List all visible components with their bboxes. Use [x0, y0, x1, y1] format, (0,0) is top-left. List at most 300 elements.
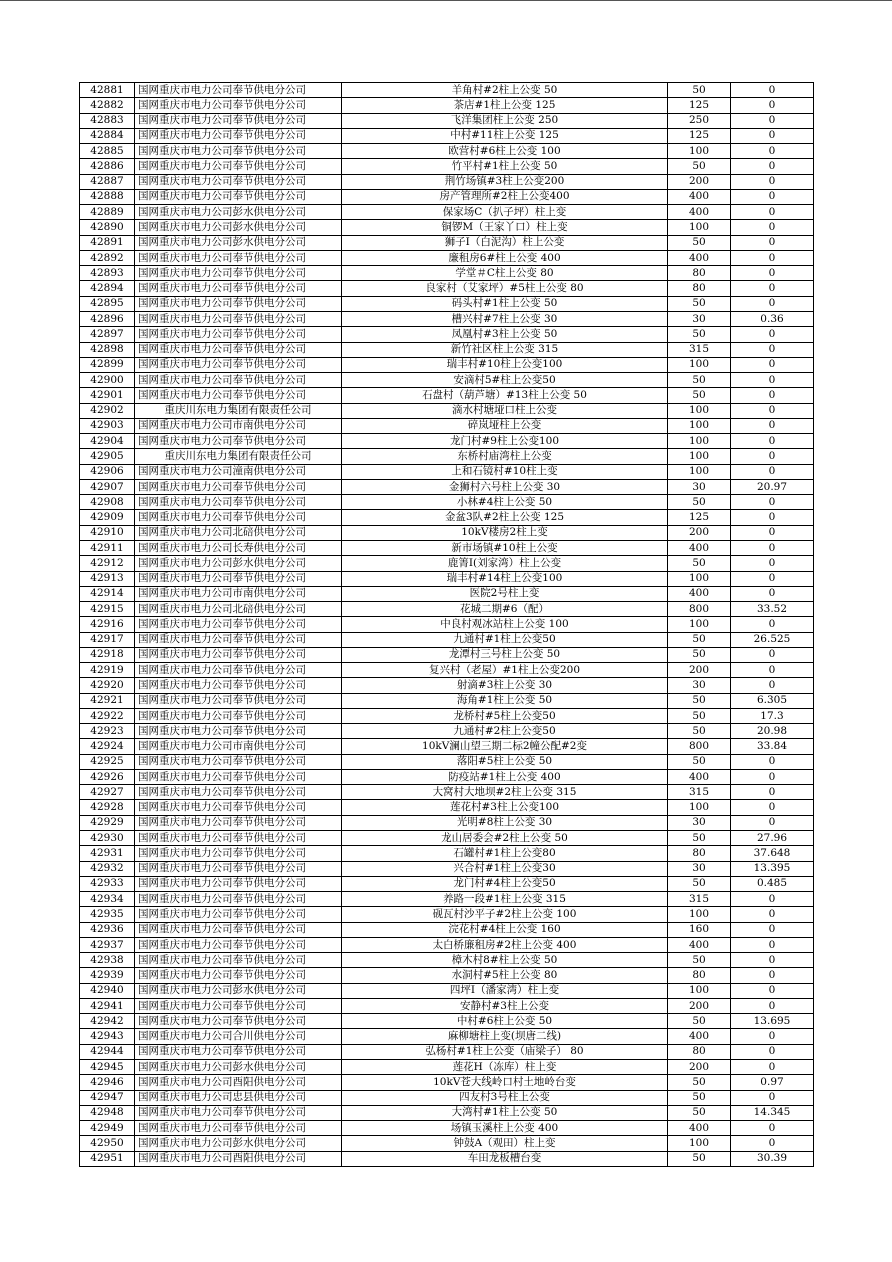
value-cell: 0: [731, 128, 814, 143]
company-cell: 国网重庆市电力公司奉节供电分公司: [135, 342, 342, 357]
row-id-cell: 42951: [80, 1151, 135, 1166]
transformer-name-cell: 学堂＃C柱上公变 80: [342, 266, 668, 281]
transformer-name-cell: 保家场C（扒子坪）柱上变: [342, 205, 668, 220]
transformer-name-cell: 10kV澜山望三期二标2幢公配#2变: [342, 739, 668, 754]
capacity-cell: 400: [668, 540, 731, 555]
row-id-cell: 42913: [80, 571, 135, 586]
capacity-cell: 50: [668, 388, 731, 403]
company-cell: 国网重庆市电力公司奉节供电分公司: [135, 724, 342, 739]
value-cell: 0: [731, 525, 814, 540]
row-id-cell: 42918: [80, 647, 135, 662]
capacity-cell: 400: [668, 1029, 731, 1044]
company-cell: 国网重庆市电力公司奉节供电分公司: [135, 128, 342, 143]
row-id-cell: 42941: [80, 998, 135, 1013]
company-cell: 国网重庆市电力公司彭水供电分公司: [135, 983, 342, 998]
transformer-name-cell: 瑞丰村#14柱上公变100: [342, 571, 668, 586]
table-row: [80, 876, 814, 891]
transformer-name-cell: 荆竹场镇#3柱上公变200: [342, 174, 668, 189]
capacity-cell: 50: [668, 708, 731, 723]
value-cell: 33.84: [731, 739, 814, 754]
transformer-name-cell: 铜锣M（王家丫口）柱上变: [342, 220, 668, 235]
row-id-cell: 42908: [80, 495, 135, 510]
table-row: [80, 388, 814, 403]
row-id-cell: 42947: [80, 1090, 135, 1105]
company-cell: 国网重庆市电力公司奉节供电分公司: [135, 357, 342, 372]
table-row: [80, 357, 814, 372]
row-id-cell: 42886: [80, 159, 135, 174]
transformer-name-cell: 新竹社区柱上公变 315: [342, 342, 668, 357]
transformer-name-cell: 欧营村#6柱上公变 100: [342, 144, 668, 159]
capacity-cell: 400: [668, 205, 731, 220]
capacity-cell: 50: [668, 373, 731, 388]
capacity-cell: 50: [668, 1105, 731, 1120]
row-id-cell: 42928: [80, 800, 135, 815]
value-cell: 0: [731, 205, 814, 220]
transformer-table: [79, 82, 814, 1167]
value-cell: 0: [731, 418, 814, 433]
row-id-cell: 42931: [80, 846, 135, 861]
company-cell: 国网重庆市电力公司市南供电分公司: [135, 418, 342, 433]
value-cell: 0: [731, 388, 814, 403]
row-id-cell: 42929: [80, 815, 135, 830]
transformer-name-cell: 良家村（艾家坪）#5柱上公变 80: [342, 281, 668, 296]
transformer-name-cell: 金盆3队#2柱上公变 125: [342, 510, 668, 525]
table-row: [80, 98, 814, 113]
row-id-cell: 42887: [80, 174, 135, 189]
company-cell: 国网重庆市电力公司奉节供电分公司: [135, 861, 342, 876]
table-row: [80, 434, 814, 449]
company-cell: 国网重庆市电力公司奉节供电分公司: [135, 922, 342, 937]
transformer-name-cell: 竹平村#1柱上公变 50: [342, 159, 668, 174]
company-cell: 国网重庆市电力公司彭水供电分公司: [135, 235, 342, 250]
company-cell: 国网重庆市电力公司忠县供电分公司: [135, 1090, 342, 1105]
row-id-cell: 42936: [80, 922, 135, 937]
transformer-name-cell: 房产管理所#2柱上公变400: [342, 189, 668, 204]
transformer-name-cell: 中良村观冰站柱上公变 100: [342, 617, 668, 632]
table-row: [80, 418, 814, 433]
row-id-cell: 42907: [80, 479, 135, 494]
transformer-name-cell: 麻柳塘柱上变(坝唐二线): [342, 1029, 668, 1044]
company-cell: 国网重庆市电力公司彭水供电分公司: [135, 1136, 342, 1151]
value-cell: 0: [731, 968, 814, 983]
transformer-name-cell: 中村#11柱上公变 125: [342, 128, 668, 143]
capacity-cell: 50: [668, 495, 731, 510]
table-row: [80, 525, 814, 540]
company-cell: 国网重庆市电力公司奉节供电分公司: [135, 998, 342, 1013]
transformer-name-cell: 浣花村#4柱上公变 160: [342, 922, 668, 937]
value-cell: 0: [731, 937, 814, 952]
capacity-cell: 100: [668, 983, 731, 998]
value-cell: 0: [731, 281, 814, 296]
company-cell: 国网重庆市电力公司奉节供电分公司: [135, 510, 342, 525]
value-cell: 37.648: [731, 846, 814, 861]
company-cell: 国网重庆市电力公司奉节供电分公司: [135, 754, 342, 769]
company-cell: 国网重庆市电力公司奉节供电分公司: [135, 968, 342, 983]
row-id-cell: 42921: [80, 693, 135, 708]
value-cell: 0: [731, 98, 814, 113]
table-row: [80, 128, 814, 143]
company-cell: 国网重庆市电力公司奉节供电分公司: [135, 693, 342, 708]
table-row: [80, 1075, 814, 1090]
table-body: [80, 83, 814, 1167]
row-id-cell: 42882: [80, 98, 135, 113]
company-cell: 国网重庆市电力公司长寿供电分公司: [135, 540, 342, 555]
row-id-cell: 42933: [80, 876, 135, 891]
row-id-cell: 42888: [80, 189, 135, 204]
table-row: [80, 83, 814, 98]
capacity-cell: 50: [668, 953, 731, 968]
table-row: [80, 953, 814, 968]
transformer-name-cell: 瑞丰村#10柱上公变100: [342, 357, 668, 372]
row-id-cell: 42884: [80, 128, 135, 143]
capacity-cell: 80: [668, 1044, 731, 1059]
table-row: [80, 311, 814, 326]
row-id-cell: 42939: [80, 968, 135, 983]
table-row: [80, 174, 814, 189]
row-id-cell: 42914: [80, 586, 135, 601]
capacity-cell: 50: [668, 296, 731, 311]
company-cell: 国网重庆市电力公司奉节供电分公司: [135, 800, 342, 815]
table-row: [80, 495, 814, 510]
table-row: [80, 571, 814, 586]
company-cell: 国网重庆市电力公司奉节供电分公司: [135, 892, 342, 907]
value-cell: 0: [731, 159, 814, 174]
company-cell: 国网重庆市电力公司奉节供电分公司: [135, 647, 342, 662]
row-id-cell: 42930: [80, 831, 135, 846]
value-cell: 0.97: [731, 1075, 814, 1090]
table-row: [80, 724, 814, 739]
row-id-cell: 42935: [80, 907, 135, 922]
capacity-cell: 125: [668, 128, 731, 143]
company-cell: 重庆川东电力集团有限责任公司: [135, 403, 342, 418]
value-cell: 0: [731, 678, 814, 693]
table-row: [80, 846, 814, 861]
capacity-cell: 80: [668, 968, 731, 983]
capacity-cell: 200: [668, 663, 731, 678]
transformer-name-cell: 海角#1柱上公变 50: [342, 693, 668, 708]
transformer-name-cell: 樟木村8#柱上公变 50: [342, 953, 668, 968]
transformer-name-cell: 石罐村#1柱上公变80: [342, 846, 668, 861]
transformer-name-cell: 四坪I（潘家湾）柱上变: [342, 983, 668, 998]
capacity-cell: 50: [668, 1151, 731, 1166]
row-id-cell: 42923: [80, 724, 135, 739]
value-cell: 0: [731, 754, 814, 769]
transformer-name-cell: 中村#6柱上公变 50: [342, 1014, 668, 1029]
row-id-cell: 42925: [80, 754, 135, 769]
value-cell: 27.96: [731, 831, 814, 846]
table-row: [80, 1060, 814, 1075]
company-cell: 国网重庆市电力公司奉节供电分公司: [135, 571, 342, 586]
transformer-name-cell: 砚瓦村沙平子#2柱上公变 100: [342, 907, 668, 922]
transformer-name-cell: 新市场镇#10柱上公变: [342, 540, 668, 555]
value-cell: 0: [731, 556, 814, 571]
capacity-cell: 50: [668, 754, 731, 769]
value-cell: 0: [731, 1044, 814, 1059]
table-row: [80, 602, 814, 617]
value-cell: 0: [731, 434, 814, 449]
capacity-cell: 200: [668, 1060, 731, 1075]
table-row: [80, 281, 814, 296]
value-cell: 0: [731, 357, 814, 372]
value-cell: 0: [731, 510, 814, 525]
value-cell: 0: [731, 540, 814, 555]
table-row: [80, 296, 814, 311]
table-row: [80, 159, 814, 174]
table-row: [80, 266, 814, 281]
company-cell: 国网重庆市电力公司潼南供电分公司: [135, 464, 342, 479]
capacity-cell: 30: [668, 861, 731, 876]
row-id-cell: 42945: [80, 1060, 135, 1075]
value-cell: 0: [731, 953, 814, 968]
table-row: [80, 220, 814, 235]
company-cell: 国网重庆市电力公司奉节供电分公司: [135, 479, 342, 494]
capacity-cell: 200: [668, 525, 731, 540]
value-cell: 0: [731, 769, 814, 784]
company-cell: 国网重庆市电力公司奉节供电分公司: [135, 678, 342, 693]
table-row: [80, 144, 814, 159]
capacity-cell: 50: [668, 693, 731, 708]
company-cell: 国网重庆市电力公司奉节供电分公司: [135, 876, 342, 891]
company-cell: 国网重庆市电力公司奉节供电分公司: [135, 98, 342, 113]
company-cell: 国网重庆市电力公司奉节供电分公司: [135, 1105, 342, 1120]
capacity-cell: 100: [668, 434, 731, 449]
company-cell: 国网重庆市电力公司奉节供电分公司: [135, 953, 342, 968]
table-row: [80, 1105, 814, 1120]
company-cell: 国网重庆市电力公司奉节供电分公司: [135, 1121, 342, 1136]
company-cell: 国网重庆市电力公司奉节供电分公司: [135, 388, 342, 403]
capacity-cell: 100: [668, 907, 731, 922]
company-cell: 国网重庆市电力公司奉节供电分公司: [135, 174, 342, 189]
table-row: [80, 1029, 814, 1044]
capacity-cell: 50: [668, 83, 731, 98]
capacity-cell: 80: [668, 266, 731, 281]
table-row: [80, 739, 814, 754]
row-id-cell: 42900: [80, 373, 135, 388]
table-row: [80, 907, 814, 922]
transformer-name-cell: 射滴#3柱上公变 30: [342, 678, 668, 693]
value-cell: 13.695: [731, 1014, 814, 1029]
row-id-cell: 42901: [80, 388, 135, 403]
transformer-name-cell: 车田龙板槽台变: [342, 1151, 668, 1166]
row-id-cell: 42904: [80, 434, 135, 449]
table-row: [80, 327, 814, 342]
capacity-cell: 100: [668, 220, 731, 235]
company-cell: 国网重庆市电力公司奉节供电分公司: [135, 937, 342, 952]
row-id-cell: 42905: [80, 449, 135, 464]
company-cell: 国网重庆市电力公司奉节供电分公司: [135, 1044, 342, 1059]
transformer-name-cell: 防疫站#1柱上公变 400: [342, 769, 668, 784]
value-cell: 0: [731, 296, 814, 311]
value-cell: 0: [731, 998, 814, 1013]
capacity-cell: 250: [668, 113, 731, 128]
company-cell: 国网重庆市电力公司奉节供电分公司: [135, 617, 342, 632]
row-id-cell: 42920: [80, 678, 135, 693]
table-row: [80, 693, 814, 708]
row-id-cell: 42922: [80, 708, 135, 723]
company-cell: 国网重庆市电力公司奉节供电分公司: [135, 327, 342, 342]
company-cell: 国网重庆市电力公司奉节供电分公司: [135, 250, 342, 265]
table-row: [80, 861, 814, 876]
transformer-name-cell: 碎岚垭柱上公变: [342, 418, 668, 433]
transformer-name-cell: 龙门村#9柱上公变100: [342, 434, 668, 449]
value-cell: 33.52: [731, 602, 814, 617]
value-cell: 14.345: [731, 1105, 814, 1120]
transformer-name-cell: 龙门村#4柱上公变50: [342, 876, 668, 891]
company-cell: 国网重庆市电力公司奉节供电分公司: [135, 1014, 342, 1029]
value-cell: 0: [731, 907, 814, 922]
company-cell: 国网重庆市电力公司市南供电分公司: [135, 739, 342, 754]
table-row: [80, 892, 814, 907]
capacity-cell: 100: [668, 800, 731, 815]
table-row: [80, 556, 814, 571]
company-cell: 国网重庆市电力公司奉节供电分公司: [135, 769, 342, 784]
capacity-cell: 400: [668, 586, 731, 601]
value-cell: 0: [731, 663, 814, 678]
capacity-cell: 400: [668, 1121, 731, 1136]
row-id-cell: 42893: [80, 266, 135, 281]
transformer-name-cell: 龙潭村三号柱上公变 50: [342, 647, 668, 662]
value-cell: 0: [731, 83, 814, 98]
transformer-name-cell: 龙山居委会#2柱上公变 50: [342, 831, 668, 846]
row-id-cell: 42924: [80, 739, 135, 754]
company-cell: 国网重庆市电力公司奉节供电分公司: [135, 144, 342, 159]
row-id-cell: 42892: [80, 250, 135, 265]
table-row: [80, 540, 814, 555]
transformer-name-cell: 场镇玉溪柱上公变 400: [342, 1121, 668, 1136]
transformer-name-cell: 小林#4柱上公变 50: [342, 495, 668, 510]
value-cell: 0: [731, 449, 814, 464]
value-cell: 0: [731, 1029, 814, 1044]
capacity-cell: 50: [668, 159, 731, 174]
row-id-cell: 42896: [80, 311, 135, 326]
row-id-cell: 42902: [80, 403, 135, 418]
table-row: [80, 968, 814, 983]
value-cell: 20.97: [731, 479, 814, 494]
company-cell: 重庆川东电力集团有限责任公司: [135, 449, 342, 464]
transformer-name-cell: 龙桥村#5柱上公变50: [342, 708, 668, 723]
company-cell: 国网重庆市电力公司彭水供电分公司: [135, 1060, 342, 1075]
value-cell: 0: [731, 983, 814, 998]
transformer-name-cell: 上和石镜村#10柱上变: [342, 464, 668, 479]
capacity-cell: 80: [668, 281, 731, 296]
capacity-cell: 100: [668, 571, 731, 586]
row-id-cell: 42942: [80, 1014, 135, 1029]
table-row: [80, 1121, 814, 1136]
row-id-cell: 42885: [80, 144, 135, 159]
value-cell: 0: [731, 1121, 814, 1136]
table-row: [80, 1151, 814, 1166]
table-row: [80, 250, 814, 265]
transformer-name-cell: 廉租房6#柱上公变 400: [342, 250, 668, 265]
table-row: [80, 449, 814, 464]
value-cell: 26.525: [731, 632, 814, 647]
row-id-cell: 42891: [80, 235, 135, 250]
row-id-cell: 42911: [80, 540, 135, 555]
row-id-cell: 42898: [80, 342, 135, 357]
row-id-cell: 42919: [80, 663, 135, 678]
value-cell: 0: [731, 235, 814, 250]
row-id-cell: 42927: [80, 785, 135, 800]
transformer-name-cell: 鹿箐I(刘家湾）柱上公变: [342, 556, 668, 571]
row-id-cell: 42950: [80, 1136, 135, 1151]
capacity-cell: 315: [668, 342, 731, 357]
company-cell: 国网重庆市电力公司酉阳供电分公司: [135, 1075, 342, 1090]
value-cell: 6.305: [731, 693, 814, 708]
table-row: [80, 189, 814, 204]
capacity-cell: 100: [668, 464, 731, 479]
table-row: [80, 464, 814, 479]
company-cell: 国网重庆市电力公司市南供电分公司: [135, 586, 342, 601]
value-cell: 0: [731, 571, 814, 586]
capacity-cell: 50: [668, 876, 731, 891]
value-cell: 0: [731, 464, 814, 479]
capacity-cell: 200: [668, 998, 731, 1013]
table-row: [80, 617, 814, 632]
capacity-cell: 30: [668, 678, 731, 693]
value-cell: 0: [731, 220, 814, 235]
company-cell: 国网重庆市电力公司彭水供电分公司: [135, 220, 342, 235]
capacity-cell: 400: [668, 250, 731, 265]
company-cell: 国网重庆市电力公司奉节供电分公司: [135, 373, 342, 388]
capacity-cell: 50: [668, 1014, 731, 1029]
row-id-cell: 42937: [80, 937, 135, 952]
transformer-name-cell: 凤凰村#3柱上公变 50: [342, 327, 668, 342]
table-row: [80, 769, 814, 784]
value-cell: 0: [731, 800, 814, 815]
capacity-cell: 200: [668, 174, 731, 189]
value-cell: 0: [731, 373, 814, 388]
transformer-name-cell: 莲花村#3柱上公变100: [342, 800, 668, 815]
company-cell: 国网重庆市电力公司北碚供电分公司: [135, 525, 342, 540]
value-cell: 0: [731, 403, 814, 418]
capacity-cell: 30: [668, 479, 731, 494]
company-cell: 国网重庆市电力公司北碚供电分公司: [135, 602, 342, 617]
company-cell: 国网重庆市电力公司奉节供电分公司: [135, 113, 342, 128]
table-row: [80, 586, 814, 601]
company-cell: 国网重庆市电力公司奉节供电分公司: [135, 83, 342, 98]
company-cell: 国网重庆市电力公司奉节供电分公司: [135, 281, 342, 296]
transformer-name-cell: 医院2号柱上变: [342, 586, 668, 601]
transformer-name-cell: 10kV苍大线岭口村土地岭台变: [342, 1075, 668, 1090]
row-id-cell: 42949: [80, 1121, 135, 1136]
transformer-name-cell: 东桥村庙湾柱上公变: [342, 449, 668, 464]
row-id-cell: 42894: [80, 281, 135, 296]
company-cell: 国网重庆市电力公司奉节供电分公司: [135, 266, 342, 281]
value-cell: 0: [731, 586, 814, 601]
capacity-cell: 160: [668, 922, 731, 937]
table-row: [80, 998, 814, 1013]
row-id-cell: 42897: [80, 327, 135, 342]
transformer-name-cell: 羊角村#2柱上公变 50: [342, 83, 668, 98]
row-id-cell: 42890: [80, 220, 135, 235]
value-cell: 0: [731, 922, 814, 937]
capacity-cell: 100: [668, 418, 731, 433]
company-cell: 国网重庆市电力公司奉节供电分公司: [135, 663, 342, 678]
table-row: [80, 785, 814, 800]
capacity-cell: 125: [668, 98, 731, 113]
table-row: [80, 113, 814, 128]
row-id-cell: 42899: [80, 357, 135, 372]
value-cell: 0: [731, 617, 814, 632]
capacity-cell: 100: [668, 357, 731, 372]
company-cell: 国网重庆市电力公司彭水供电分公司: [135, 205, 342, 220]
table-row: [80, 632, 814, 647]
transformer-name-cell: 金狮村六号柱上公变 30: [342, 479, 668, 494]
table-row: [80, 479, 814, 494]
transformer-name-cell: 茶店#1柱上公变 125: [342, 98, 668, 113]
capacity-cell: 50: [668, 1090, 731, 1105]
transformer-name-cell: 石盘村（葫芦塘）#13柱上公变 50: [342, 388, 668, 403]
